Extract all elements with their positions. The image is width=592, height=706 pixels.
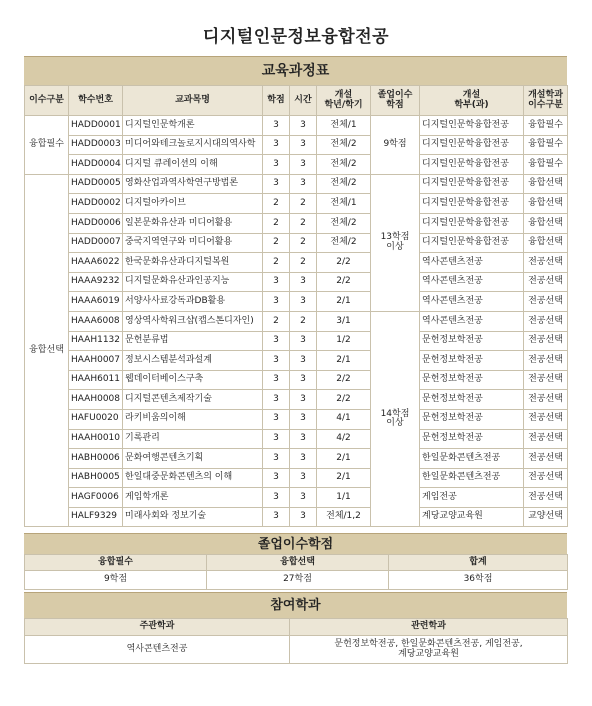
course-term: 2/1 [317,292,371,312]
course-term: 전체/1 [317,116,371,136]
course-hours: 3 [290,135,317,155]
course-hours: 3 [290,370,317,390]
course-dept: 디지털인문학융합전공 [420,194,524,214]
table-row [25,135,568,155]
course-hours: 3 [290,468,317,488]
table-row [25,116,568,136]
graduation-header-row [25,555,568,571]
course-code: HADD0002 [69,194,123,214]
course-hours: 3 [290,116,317,136]
course-code: HAAH1132 [69,331,123,351]
grad-header-required: 융합필수 [25,555,207,571]
table-row [25,174,568,194]
course-name: 중국지역연구와 미디어활용 [123,233,263,253]
table-row [25,272,568,292]
course-code: HADD0006 [69,213,123,233]
course-dept-category: 전공선택 [524,488,568,508]
course-hours: 3 [290,155,317,175]
participating-value-row [25,636,568,664]
course-hours: 3 [290,409,317,429]
course-name: 서양사사료강독과DB활용 [123,292,263,312]
course-code: HAAH6011 [69,370,123,390]
col-credits: 학점 [263,86,290,116]
course-dept: 디지털인문학융합전공 [420,174,524,194]
curriculum-banner-text: 교육과정표 [261,63,330,79]
course-hours: 3 [290,429,317,449]
grad-header-elective: 융합선택 [207,555,389,571]
course-term: 2/1 [317,468,371,488]
course-dept-category: 전공선택 [524,468,568,488]
course-name: 디지털문화유산과인공지능 [123,272,263,292]
graduation-value-row [25,571,568,590]
course-name: 디지털인문학개론 [123,116,263,136]
course-dept-category: 전공선택 [524,292,568,312]
course-term: 전체/2 [317,233,371,253]
col-category: 이수구분 [25,86,69,116]
course-credits: 3 [263,409,290,429]
grad-credits-value: 14학점 [380,408,410,419]
course-code: HAAH0008 [69,390,123,410]
course-name: 게임학개론 [123,488,263,508]
course-dept-category: 전공선택 [524,409,568,429]
course-term: 전체/2 [317,213,371,233]
grad-credits-suffix: 이상 [386,418,404,429]
course-credits: 3 [263,292,290,312]
course-name: 한국문화유산과디지털복원 [123,253,263,273]
course-dept-category: 전공선택 [524,449,568,469]
course-hours: 3 [290,272,317,292]
col-dcat-l1: 개설학과 [528,90,563,101]
table-row [25,292,568,312]
table-row [25,370,568,390]
course-hours: 2 [290,213,317,233]
course-credits: 3 [263,468,290,488]
course-name: 미디어와테크놀로지시대의역사학 [123,135,263,155]
course-code: HAAH0010 [69,429,123,449]
course-code: HADD0005 [69,174,123,194]
col-grad-l2: 학점 [386,99,404,110]
col-grad-credits [371,86,420,116]
curriculum-table [24,85,568,527]
course-dept-category: 융합선택 [524,213,568,233]
course-credits: 2 [263,311,290,331]
course-term: 전체/2 [317,135,371,155]
table-row [25,233,568,253]
grad-credits-cell [371,116,420,175]
grad-credits-suffix: 이상 [386,241,404,252]
course-dept-category: 전공선택 [524,390,568,410]
course-term: 4/2 [317,429,371,449]
course-hours: 3 [290,449,317,469]
participating-header-main: 주관학과 [25,619,290,636]
course-name: 문헌분류법 [123,331,263,351]
course-dept: 문헌정보학전공 [420,351,524,371]
course-credits: 3 [263,155,290,175]
participating-related [290,636,568,664]
course-dept-category: 융합선택 [524,233,568,253]
col-dcat-l2: 이수구분 [528,99,563,110]
table-row [25,409,568,429]
graduation-table [24,554,568,590]
course-hours: 3 [290,351,317,371]
course-dept: 게임전공 [420,488,524,508]
col-term-l1: 개설 [334,90,353,101]
participating-banner-text: 참여학과 [270,598,321,613]
course-hours: 3 [290,292,317,312]
course-code: HAAA9232 [69,272,123,292]
course-dept-category: 전공선택 [524,429,568,449]
course-code: HADD0003 [69,135,123,155]
course-dept: 계당교양교육원 [420,507,524,527]
course-code: HAAA6008 [69,311,123,331]
course-code: HABH0006 [69,449,123,469]
course-dept-category: 융합선택 [524,174,568,194]
course-term: 전체/1,2 [317,507,371,527]
col-term-l2: 학년/학기 [324,99,363,110]
course-dept-category: 전공선택 [524,331,568,351]
course-name: 디지털콘텐츠제작기술 [123,390,263,410]
course-term: 2/1 [317,449,371,469]
course-hours: 3 [290,488,317,508]
course-dept: 문헌정보학전공 [420,331,524,351]
table-row [25,194,568,214]
table-row [25,351,568,371]
course-code: HADD0001 [69,116,123,136]
course-credits: 3 [263,488,290,508]
course-code: HAAA6019 [69,292,123,312]
course-credits: 3 [263,429,290,449]
course-dept-category: 융합필수 [524,116,568,136]
course-dept: 문헌정보학전공 [420,370,524,390]
course-dept: 디지털인문학융합전공 [420,233,524,253]
table-row [25,311,568,331]
course-dept-category: 교양선택 [524,507,568,527]
course-credits: 3 [263,135,290,155]
participating-header-row [25,619,568,636]
course-code: HALF9329 [69,507,123,527]
course-hours: 2 [290,233,317,253]
grad-credits-value: 13학점 [380,232,410,243]
graduation-banner-text: 졸업이수학점 [257,537,334,552]
course-hours: 2 [290,194,317,214]
table-row [25,507,568,527]
table-row [25,390,568,410]
course-hours: 3 [290,174,317,194]
col-dept [420,86,524,116]
table-row [25,429,568,449]
curriculum-body [25,116,568,527]
grad-header-total: 합계 [389,555,568,571]
col-dept-category [524,86,568,116]
course-term: 1/2 [317,331,371,351]
course-dept: 문헌정보학전공 [420,409,524,429]
course-dept: 디지털인문학융합전공 [420,155,524,175]
table-row [25,488,568,508]
course-credits: 2 [263,233,290,253]
course-hours: 2 [290,311,317,331]
course-dept: 한일문화콘텐츠전공 [420,468,524,488]
course-dept: 역사콘텐츠전공 [420,311,524,331]
course-credits: 3 [263,507,290,527]
grad-value-elective: 27학점 [207,571,389,590]
course-name: 일본문화유산과 미디어활용 [123,213,263,233]
course-dept-category: 전공선택 [524,370,568,390]
course-term: 2/2 [317,390,371,410]
course-credits: 2 [263,213,290,233]
course-term: 2/1 [317,351,371,371]
course-dept: 역사콘텐츠전공 [420,272,524,292]
course-code: HADD0004 [69,155,123,175]
course-dept-category: 융합필수 [524,155,568,175]
participating-banner [24,592,567,620]
course-term: 전체/2 [317,155,371,175]
course-credits: 3 [263,272,290,292]
course-name: 디지털 큐레이션의 이해 [123,155,263,175]
table-row [25,468,568,488]
course-hours: 2 [290,253,317,273]
category-cell: 융합선택 [25,174,69,527]
col-code: 학수번호 [69,86,123,116]
course-dept: 역사콘텐츠전공 [420,292,524,312]
course-code: HAAH0007 [69,351,123,371]
course-dept: 디지털인문학융합전공 [420,116,524,136]
participating-main: 역사콘텐츠전공 [25,636,290,664]
table-row [25,155,568,175]
participating-related-l2: 계당교양교육원 [398,648,459,659]
participating-header-related: 관련학과 [290,619,568,636]
col-hours: 시간 [290,86,317,116]
table-row [25,253,568,273]
course-name: 기록관리 [123,429,263,449]
course-dept: 문헌정보학전공 [420,429,524,449]
course-name: 한일대중문화콘텐츠의 이해 [123,468,263,488]
course-dept-category: 융합필수 [524,135,568,155]
course-dept: 역사콘텐츠전공 [420,253,524,273]
grad-credits-cell [371,311,420,527]
course-hours: 3 [290,390,317,410]
page-title: 디지털인문정보융합전공 [202,27,390,47]
course-credits: 3 [263,351,290,371]
course-term: 2/2 [317,253,371,273]
course-credits: 3 [263,390,290,410]
course-code: HABH0005 [69,468,123,488]
curriculum-banner [24,56,567,86]
grad-value-required: 9학점 [25,571,207,590]
grad-value-total: 36학점 [389,571,568,590]
course-hours: 3 [290,331,317,351]
curriculum-header-row [25,86,568,116]
course-name: 웹데이터베이스구축 [123,370,263,390]
course-credits: 3 [263,331,290,351]
col-dept-l1: 개설 [462,90,481,101]
course-dept: 디지털인문학융합전공 [420,213,524,233]
table-row [25,213,568,233]
course-credits: 2 [263,194,290,214]
course-code: HAGF0006 [69,488,123,508]
course-credits: 3 [263,174,290,194]
table-row [25,331,568,351]
course-dept-category: 전공선택 [524,311,568,331]
course-dept-category: 전공선택 [524,272,568,292]
grad-credits-cell [371,174,420,311]
category-cell: 융합필수 [25,116,69,175]
course-term: 1/1 [317,488,371,508]
course-name: 미래사회와 정보기술 [123,507,263,527]
participating-related-l1: 문헌정보학전공, 한일문화콘텐츠전공, 게임전공, [334,639,523,650]
grad-credits-value: 9학점 [383,139,407,150]
participating-table [24,618,568,664]
course-term: 전체/1 [317,194,371,214]
course-credits: 3 [263,449,290,469]
course-name: 정보시스템분석과설계 [123,351,263,371]
course-term: 4/1 [317,409,371,429]
course-term: 전체/2 [317,174,371,194]
col-term [317,86,371,116]
table-row [25,449,568,469]
course-code: HAAA6022 [69,253,123,273]
col-grad-l1: 졸업이수 [377,90,413,101]
course-credits: 2 [263,253,290,273]
graduation-banner [24,533,567,556]
course-code: HADD0007 [69,233,123,253]
course-hours: 3 [290,507,317,527]
course-dept-category: 전공선택 [524,253,568,273]
course-dept: 한일문화콘텐츠전공 [420,449,524,469]
course-name: 문화여행콘텐츠기획 [123,449,263,469]
course-name: 영화산업과역사학연구방법론 [123,174,263,194]
course-term: 2/2 [317,272,371,292]
course-dept-category: 전공선택 [524,351,568,371]
col-name: 교과목명 [123,86,263,116]
course-name: 라키비움의이해 [123,409,263,429]
course-credits: 3 [263,370,290,390]
course-name: 디지털아카이브 [123,194,263,214]
course-code: HAFU0020 [69,409,123,429]
course-term: 2/2 [317,370,371,390]
col-dept-l2: 학부(과) [454,99,489,110]
course-credits: 3 [263,116,290,136]
course-dept-category: 융합선택 [524,194,568,214]
course-name: 영상역사학워크샵(캡스톤디자인) [123,311,263,331]
course-term: 3/1 [317,311,371,331]
course-dept: 디지털인문학융합전공 [420,135,524,155]
course-dept: 문헌정보학전공 [420,390,524,410]
